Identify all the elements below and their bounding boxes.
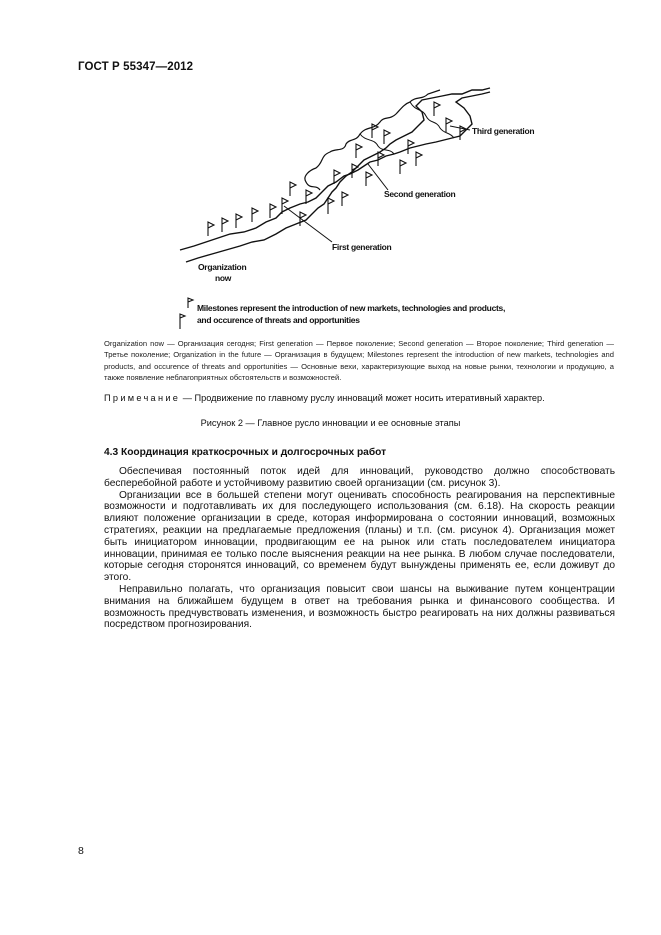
page-number: 8 xyxy=(78,845,84,857)
label-first-generation: First generation xyxy=(332,242,392,252)
figure-caption: Рисунок 2 — Главное русло инновации и ее основные этапы xyxy=(200,418,461,428)
paragraph: Организации все в большей степени могут оценивать способность реагирования на перспективные возможности и подготавливать их для последующего использования (см. 6.18). На скорость реакции влияют положение организации в среде, которая информирована о состоянии инноваций, возможных стратегиях, реакции на предлагаемые предложения (планы) и т.п. (см. рисунок 4). Организация может быть инициатором инновации, продвигающим ее на рынок или стать последователем инициатора инновации, принимая ее только после выяснения реакции на нее рынка. В любом случае последователи, которые сегодня сторонятся инноваций, со временем будут вынуждены применять ее, если доживут до этого. xyxy=(104,489,615,584)
note-text: — Продвижение по главному руслу инноваций может носить итеративный характер. xyxy=(180,393,545,403)
milestone-flags xyxy=(208,102,466,236)
label-third-generation: Third generation xyxy=(472,126,535,136)
label-organization-now: Organization xyxy=(198,262,247,272)
figure-note xyxy=(104,393,614,403)
mainstream-upper-edge xyxy=(186,88,490,262)
paragraph: Неправильно полагать, что организация повысит свои шансы на выживание путем концентрации внимания на ближайшем будущем в ответ на требования рынка и финансового сообщества. И возможность предчувствовать изменения, и возможность быстро реагировать на них должны развиваться посредством прогнозирования. xyxy=(104,583,615,631)
legend-flag-icon xyxy=(180,298,193,329)
label-second-generation: Second generation xyxy=(384,189,456,199)
innovation-mainstream-figure xyxy=(160,86,560,336)
legend-line-1: Milestones represent the introduction of new markets, technologies and products, xyxy=(197,303,506,313)
document-header: ГОСТ Р 55347—2012 xyxy=(78,61,194,73)
section-body xyxy=(104,466,615,631)
paragraph: Обеспечивая постоянный поток идей для инноваций, руководство должно способствовать бесперебойной работе и устойчивому развитию своей организации (см. рисунок 3). xyxy=(104,466,615,489)
note-label: Примечание xyxy=(104,393,181,403)
legend-line-2: and occurence of threats and opportunities xyxy=(197,315,360,325)
figure-legend xyxy=(197,302,567,326)
label-organization-now-2: now xyxy=(215,273,232,283)
figure-translation: Organization now — Организация сегодня; First generation — Первое поколение; Second generation — Второе поколение; Third generation — Третье поколение; Organization in the future — Организация в будущем; Milestones represent the introduction of new markets, technologies and products, and occurence of threats and opportunities — Основные вехи, характеризующие выход на новые рынки, технологии и продукцию, а также появление неблагоприятных обстоятельств и возможностей. xyxy=(104,339,614,383)
section-title: 4.3 Координация краткосрочных и долгосрочных работ xyxy=(104,447,387,458)
